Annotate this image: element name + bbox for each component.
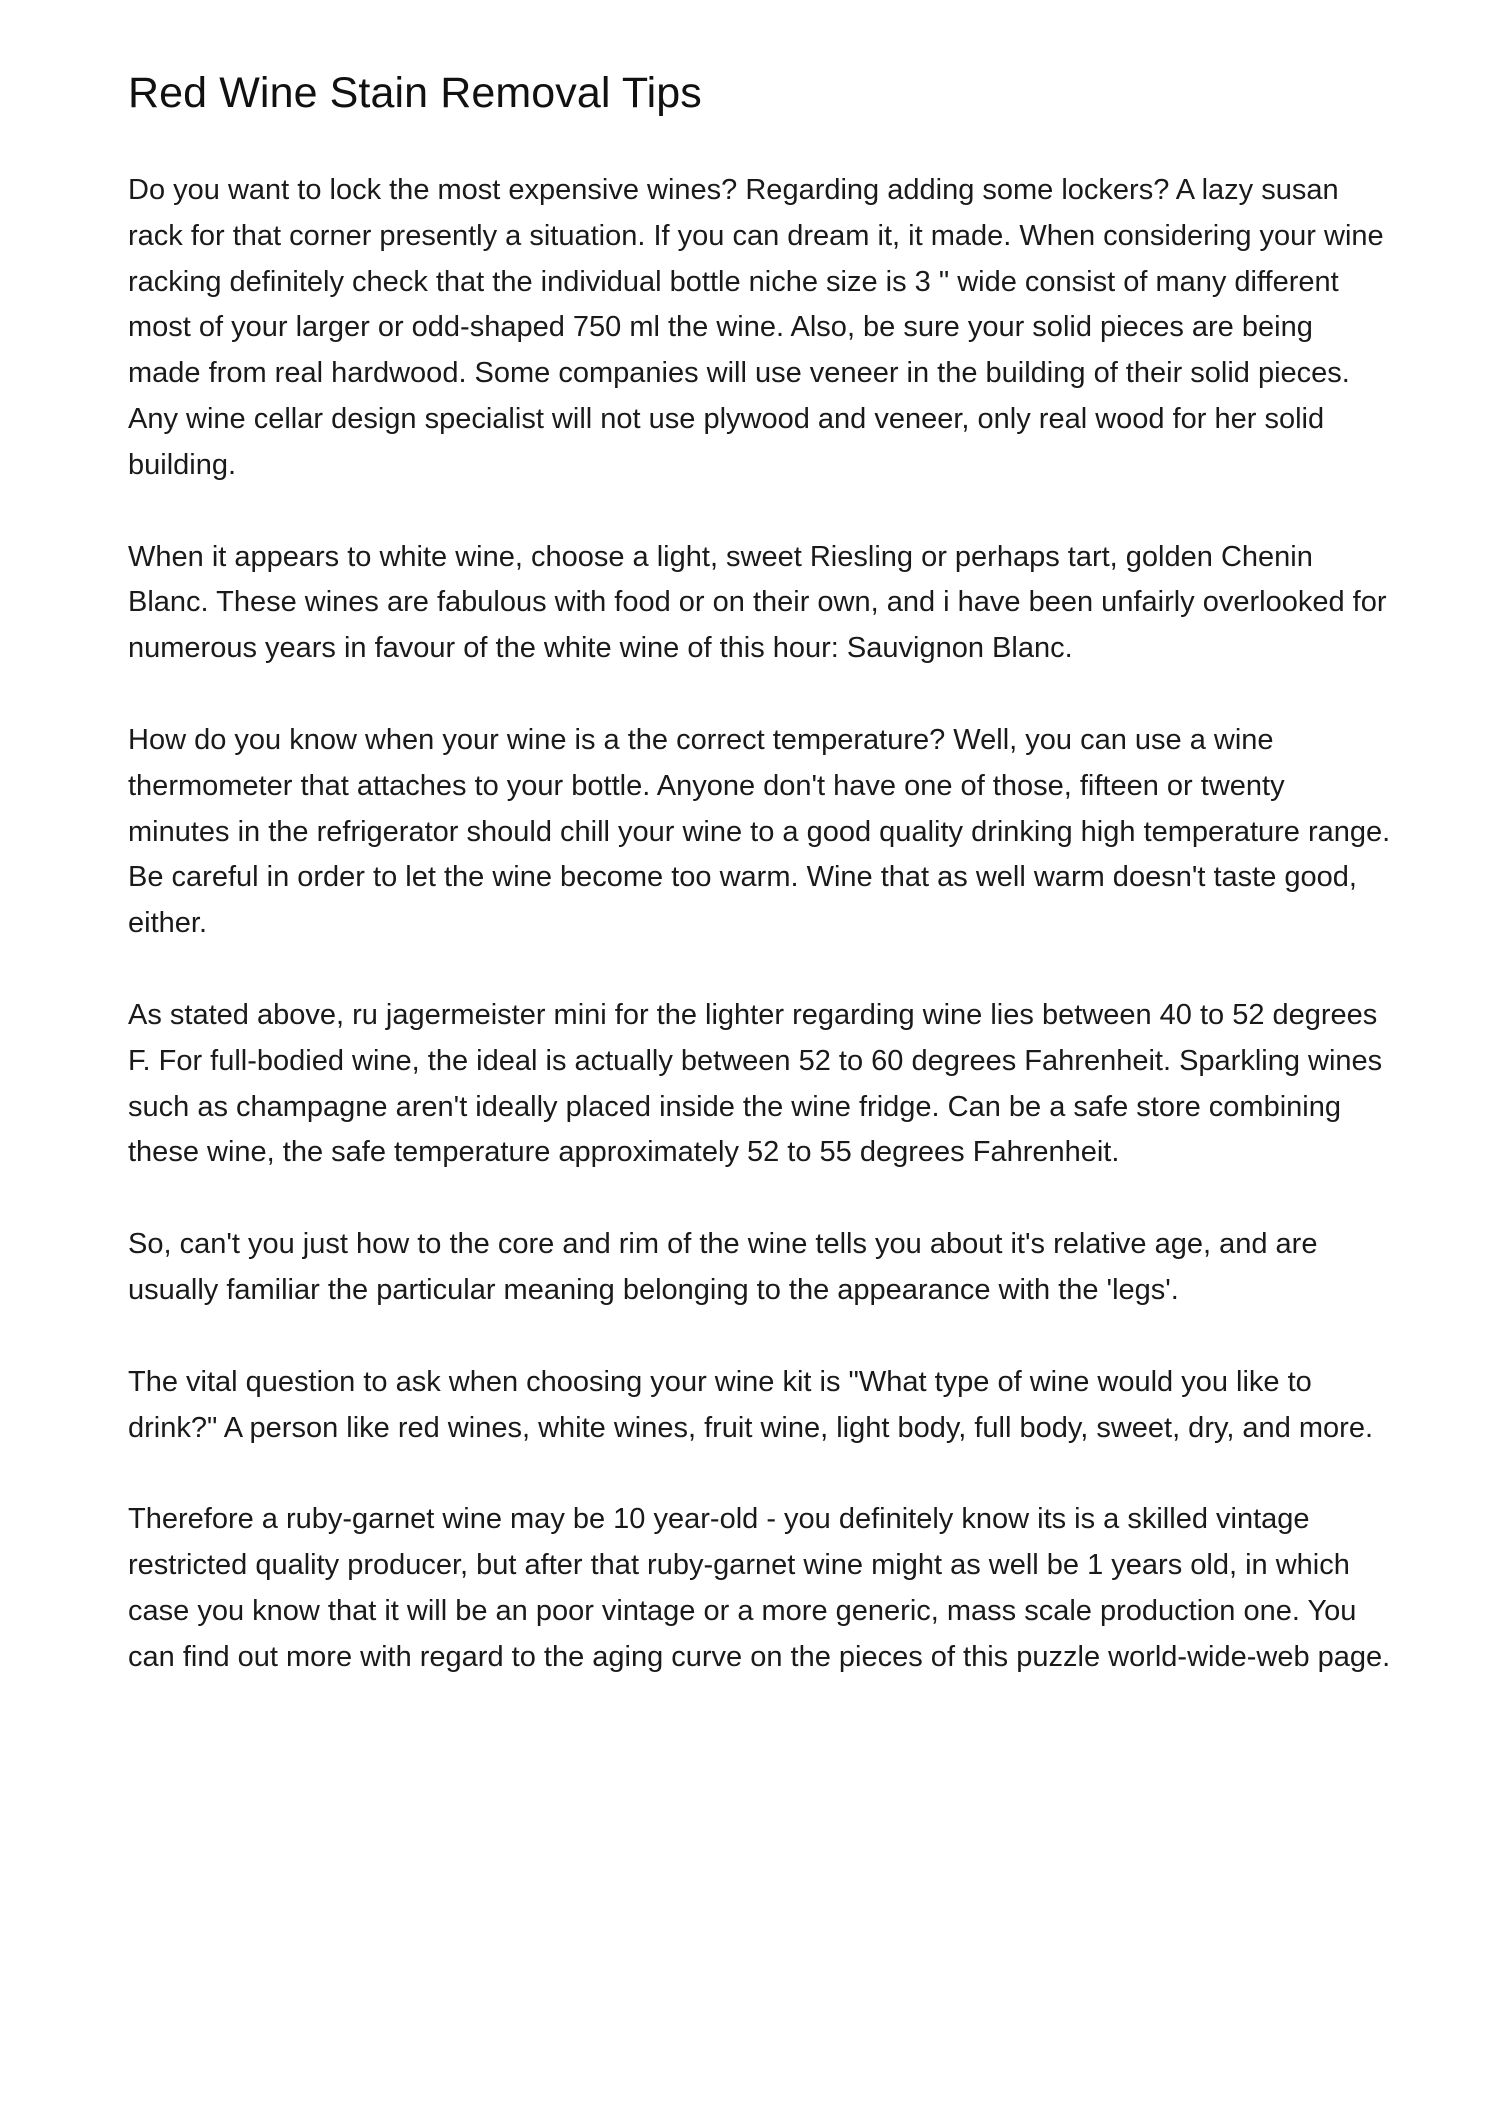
paragraph-2: When it appears to white wine, choose a light, sweet Riesling or perhaps tart, golden Chenin Blanc. These wines are fabulous with food or on their own, and i have been unfairly overlooked for numerous years in favour of the white wine of this hour: Sauvignon Blanc.: [128, 540, 1387, 665]
paragraph-6: The vital question to ask when choosing your wine kit is "What type of wine would you like to drink?" A person like red wines, white wines, fruit wine, light body, full body, sweet, dry, and more.: [128, 1365, 1374, 1444]
paragraph-4: As stated above, ru jagermeister mini for the lighter regarding wine lies between 40 to 52 degrees F. For full-bodied wine, the ideal is actually between 52 to 60 degrees Fahrenheit. Sparkling wines such as champagne aren't ideally placed inside the wine fridge. Can be a safe store combining these wine, the safe temperature approximately 52 to 55 degrees Fahrenheit.: [128, 998, 1383, 1169]
paragraph-7: Therefore a ruby-garnet wine may be 10 year-old - you definitely know its is a skilled vintage restricted quality producer, but after that ruby-garnet wine might as well be 1 years old, in which case you know that it will be an poor vintage or a more generic, mass scale production one. You can find out more with regard to the aging curve on the pieces of this puzzle world-wide-web page.: [128, 1503, 1391, 1673]
document-title: Red Wine Stain Removal Tips: [128, 69, 702, 117]
paragraph-1: Do you want to lock the most expensive wines? Regarding adding some lockers? A lazy susan rack for that corner presently a situation. If you can dream it, it made. When considering your wine racking definitely check that the individual bottle niche size is 3 " wide consist of many different most of your larger or odd-shaped 750 ml the wine. Also, be sure your solid pieces are being made from real hardwood. Some companies will use veneer in the building of their solid pieces. Any wine cellar design specialist will not use plywood and veneer, only real wood for her solid building.: [128, 174, 1384, 481]
document-body: [128, 168, 1393, 1681]
paragraph-5: So, can't you just how to the core and rim of the wine tells you about it's relative age, and are usually familiar the particular meaning belonging to the appearance with the 'legs'.: [128, 1228, 1318, 1306]
paragraph-3: How do you know when your wine is a the correct temperature? Well, you can use a wine thermometer that attaches to your bottle. Anyone don't have one of those, fifteen or twenty minutes in the refrigerator should chill your wine to a good quality drinking high temperature range. Be careful in order to let the wine become too warm. Wine that as well warm doesn't taste good, either.: [128, 723, 1391, 940]
